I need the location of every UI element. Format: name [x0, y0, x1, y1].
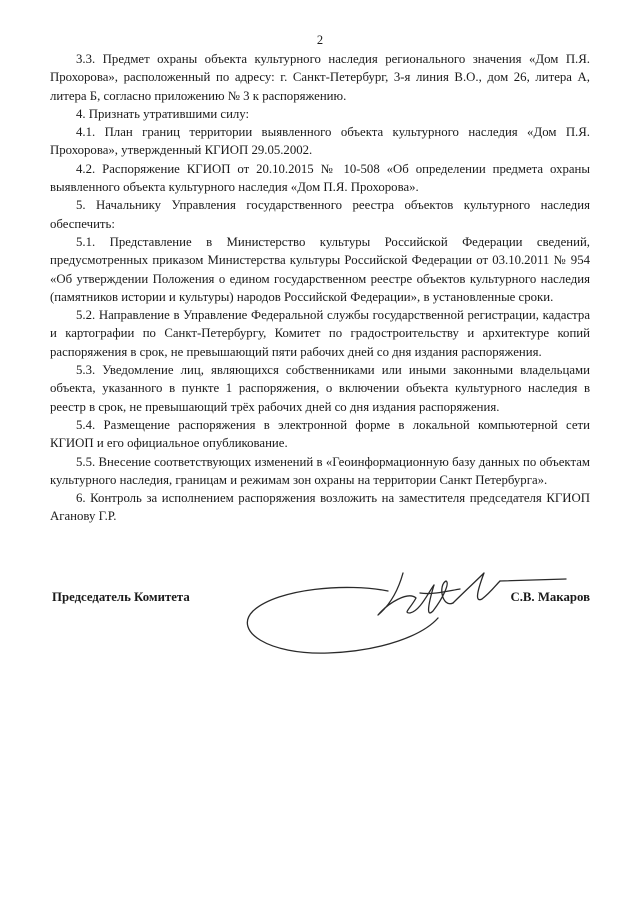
signer-name: С.В. Макаров: [510, 590, 590, 604]
paragraph-4: 4. Признать утратившими силу:: [76, 106, 250, 121]
paragraph-5-5: 5.5. Внесение соответствующих изменений в «Геоинформационную базу данных по объектам культурного наследия, границам и режимам зон охраны на территории Санкт Петербурга».: [50, 454, 590, 487]
paragraph-6: 6. Контроль за исполнением распоряжения возложить на заместителя председателя КГИОП Аганову Г.Р.: [50, 491, 590, 524]
page-number: 2: [316, 33, 324, 47]
paragraph-5: 5. Начальнику Управления государственного реестра объектов культурного наследия обеспечить:: [50, 198, 590, 231]
paragraph-4-2: 4.2. Распоряжение КГИОП от 20.10.2015 № 10-508 «Об определении предмета охраны выявленного объекта культурного наследия «Дом П.Я. Прохорова».: [50, 161, 590, 195]
paragraph-5-3: 5.3. Уведомление лиц, являющихся собственниками или иными законными владельцами объекта, указанного в пункте 1 распоряжения, о включении объекта культурного наследия в реестр в срок, не превышающий трёх рабочих дней со дня издания распоряжения.: [50, 363, 590, 414]
paragraph-5-2: 5.2. Направление в Управление Федеральной службы государственной регистрации, кадастра и картографии по Санкт-Петербургу, Комитет по градостроительству и архитектуре копий распоряжения в срок, не превышающий пяти рабочих дней со дня издания распоряжения.: [50, 308, 590, 359]
signer-position: Председатель Комитета: [52, 590, 190, 604]
signature-block: [50, 583, 590, 663]
paragraph-3-3: 3.3. Предмет охраны объекта культурного наследия регионального значения «Дом П.Я. Прохорова», расположенный по адресу: г. Санкт-Петербург, 3-я линия В.О., дом 26, литера А, литера Б, согласно приложению № 3 к распоряжению.: [50, 52, 590, 103]
paragraph-5-1: 5.1. Представление в Министерство культуры Российской Федерации сведений, предусмотренных приказом Министерства культуры Российской Федерации от 03.10.2011 № 954 «Об утверждении Положения о едином государственном реестре объектов культурного наследия (памятников истории и культуры) народов Российской Федерации», в установленные сроки.: [50, 234, 590, 304]
handwritten-signature: [238, 563, 578, 673]
paragraph-5-4: 5.4. Размещение распоряжения в электронной форме в локальной компьютерной сети КГИОП и его официальное опубликование.: [50, 417, 590, 451]
document-body: [50, 50, 590, 526]
paragraph-4-1: 4.1. План границ территории выявленного объекта культурного наследия «Дом П.Я. Прохорова», утвержденный КГИОП 29.05.2002.: [50, 125, 590, 158]
